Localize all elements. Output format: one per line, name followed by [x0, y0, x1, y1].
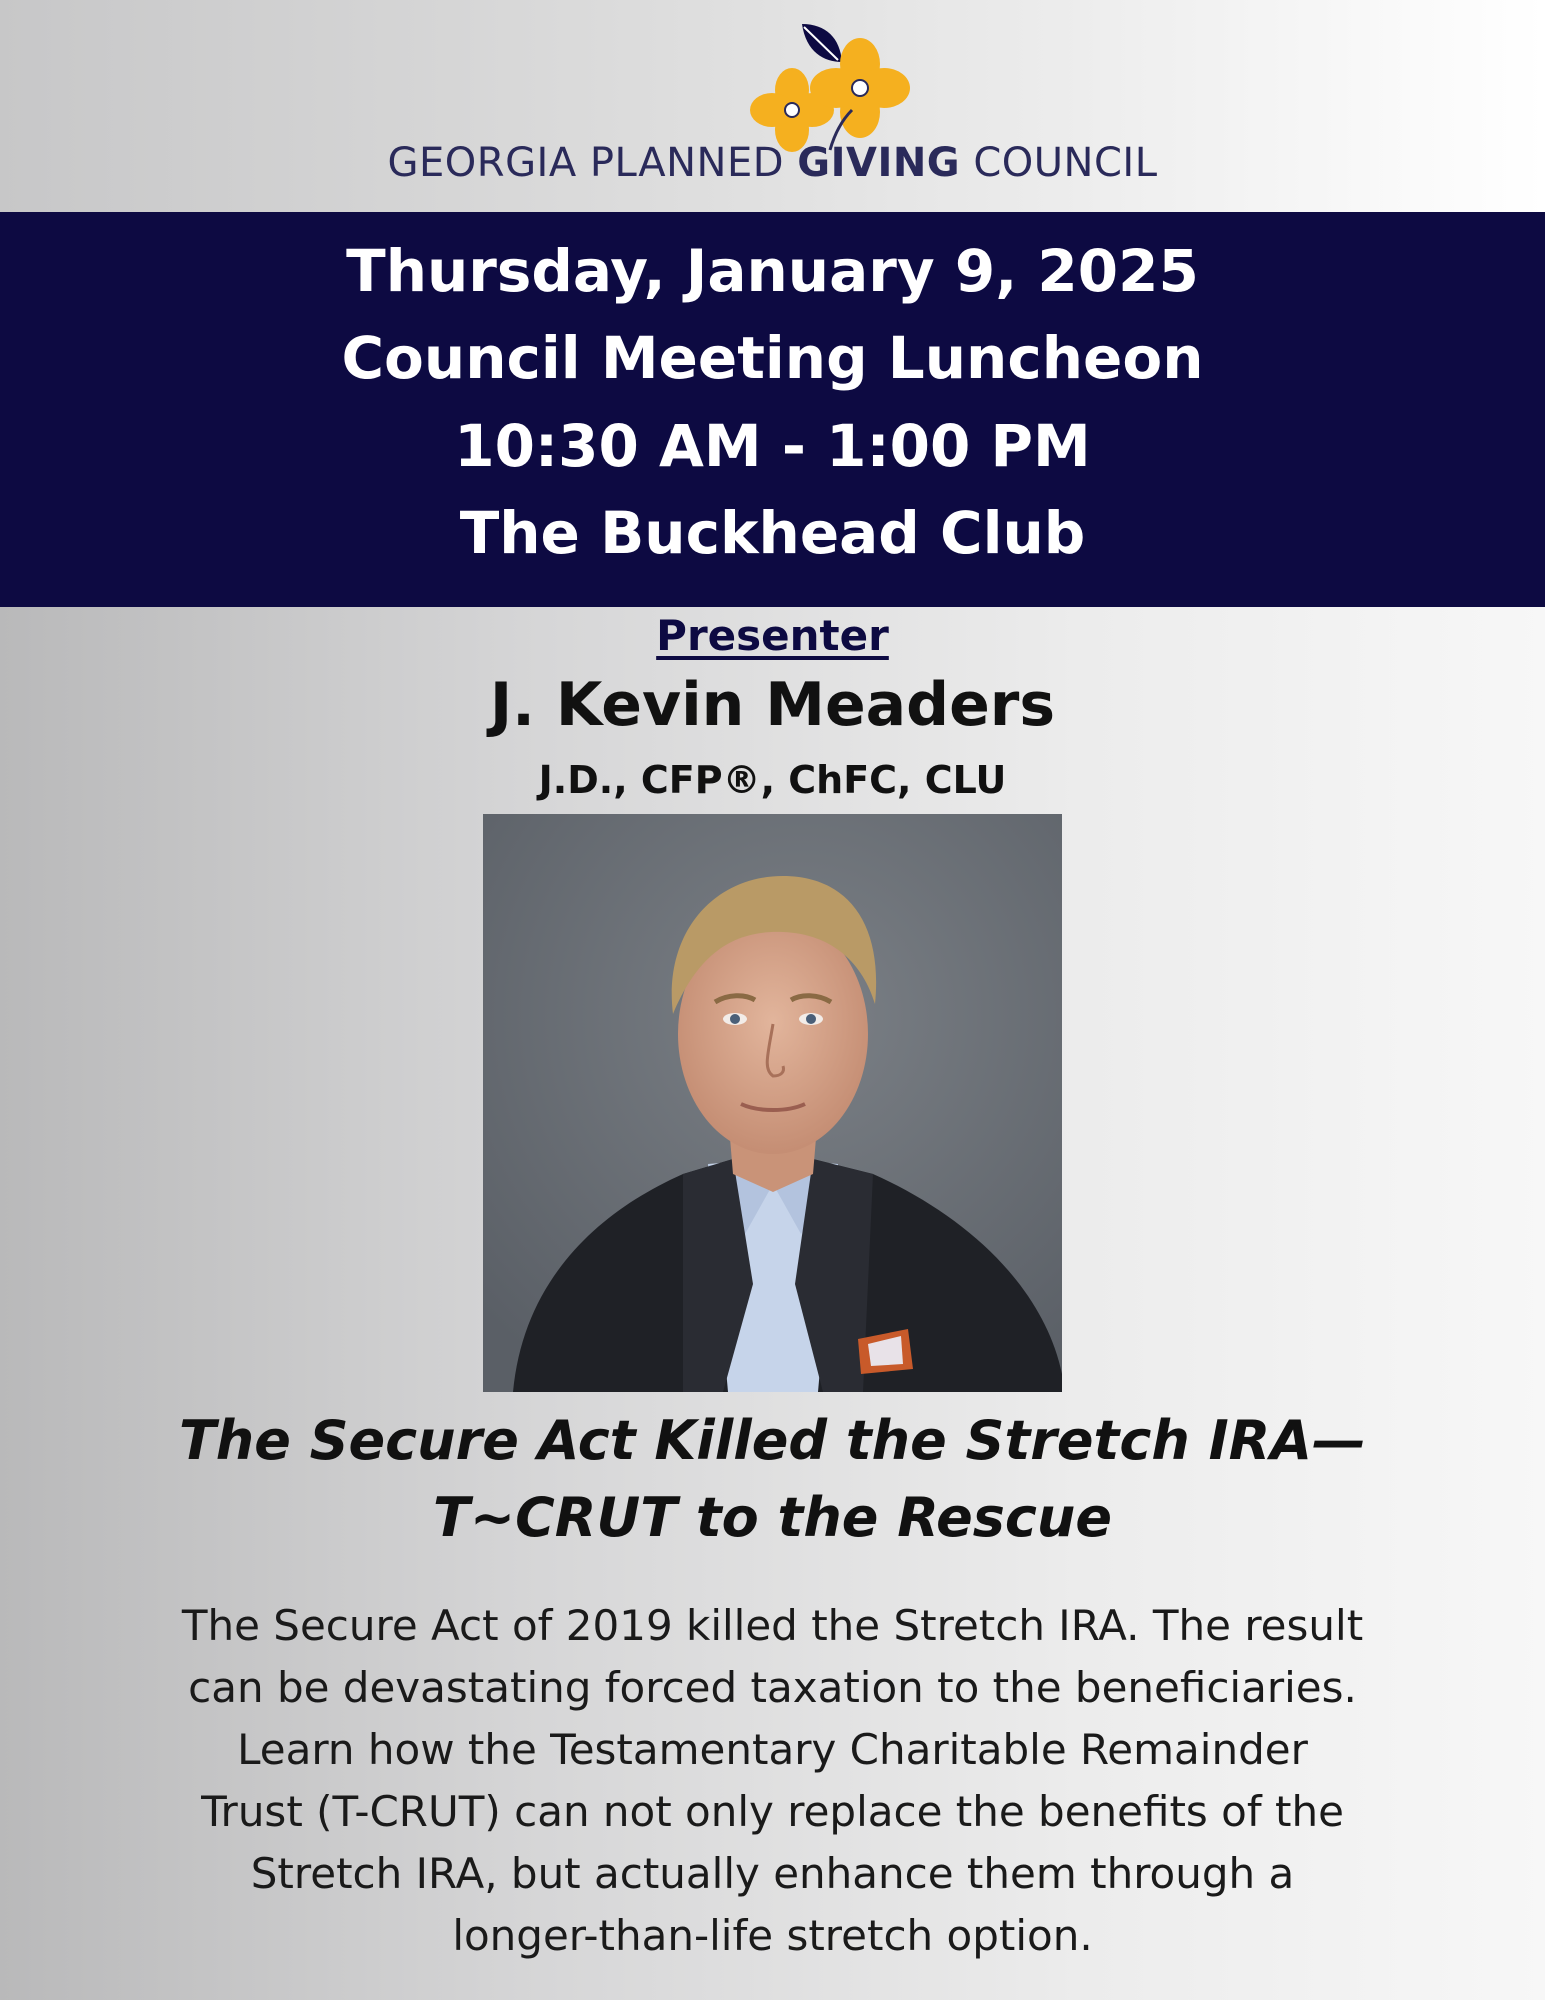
event-time: 10:30 AM - 1:00 PM [454, 412, 1091, 480]
description-line: can be devastating forced taxation to the beneficiaries. [188, 1663, 1357, 1712]
event-date: Thursday, January 9, 2025 [346, 237, 1199, 305]
presenter-photo [483, 814, 1062, 1392]
presenter-credentials: J.D., CFP®, ChFC, CLU [538, 758, 1007, 802]
description-line: The Secure Act of 2019 killed the Stretch IRA. The result [181, 1601, 1364, 1650]
dogwood-flower-icon [730, 18, 930, 158]
event-venue: The Buckhead Club [459, 499, 1086, 567]
presenter-name: J. Kevin Meaders [489, 670, 1056, 740]
logo-header [0, 0, 1545, 212]
presenter-label-text: Presenter [656, 611, 889, 660]
organization-name [0, 140, 1545, 186]
presenter-heading [0, 610, 1545, 662]
description-line: Trust (T-CRUT) can not only replace the benefits of the [201, 1787, 1344, 1836]
event-name: Council Meeting Luncheon [341, 324, 1204, 392]
organization-name-giving: GIVING [797, 140, 961, 186]
talk-title-line1: The Secure Act Killed the Stretch IRA— [178, 1409, 1367, 1472]
portrait-illustration [483, 814, 1062, 1392]
description-line: longer-than-life stretch option. [452, 1911, 1093, 1960]
event-banner [0, 212, 1545, 607]
organization-name-part1: GEORGIA PLANNED [387, 140, 798, 186]
organization-name-part3: COUNCIL [960, 140, 1158, 186]
description-line: Learn how the Testamentary Charitable Remainder [237, 1725, 1308, 1774]
description-line: Stretch IRA, but actually enhance them through a [250, 1849, 1295, 1898]
talk-title-line2: T~CRUT to the Rescue [433, 1486, 1112, 1549]
